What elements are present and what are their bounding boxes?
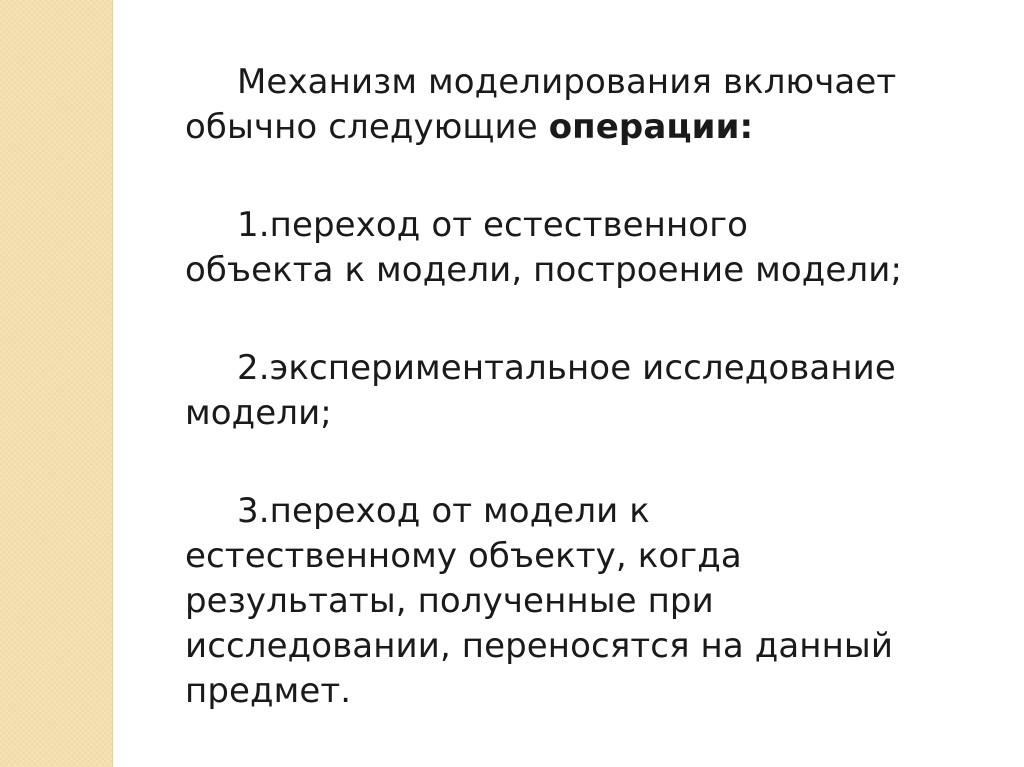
paragraph-gap	[185, 293, 905, 346]
intro-paragraph	[185, 60, 905, 150]
list-item-3: 3.переход от модели к естественному объекту, когда результаты, полученные при исследовании, переносятся на данный предмет.	[185, 491, 894, 711]
list-item-2: 2.экспериментальное исследование модели;	[185, 348, 896, 433]
decorative-side-stripe	[0, 0, 113, 767]
paragraph-gap	[185, 150, 905, 203]
paragraph-gap	[185, 436, 905, 489]
slide-text-block	[185, 60, 905, 714]
intro-bold-text: операции:	[548, 107, 754, 147]
list-item-1: 1.переход от естественного объекта к модели, построение модели;	[185, 205, 903, 290]
intro-text: Механизм моделирования включает обычно следующие	[185, 62, 897, 147]
